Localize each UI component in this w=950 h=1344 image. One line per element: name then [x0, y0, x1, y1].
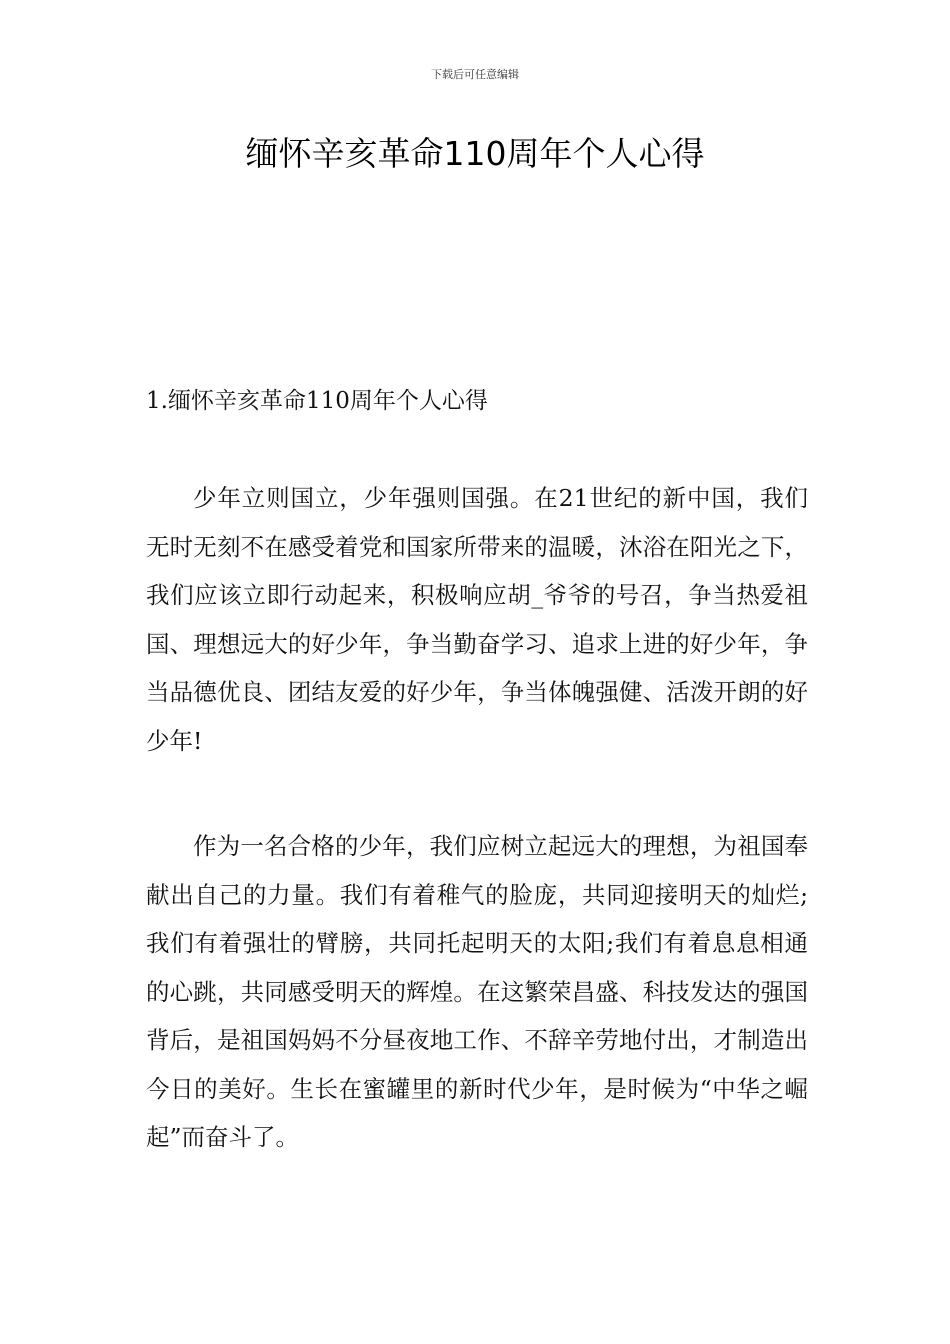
section-heading: 1.缅怀辛亥革命110周年个人心得	[146, 388, 488, 414]
paragraph-1: 少年立则国立，少年强则国强。在21世纪的新中国，我们无时无刻不在感受着党和国家所带来的温暖，沐浴在阳光之下，我们应该立即行动起来，积极响应胡_爷爷的号召，争当热爱祖国、理想远大的好少年，争当勤奋学习、追求上进的好少年，争当品德优良、团结友爱的好少年，争当体魄强健、活泼开朗的好少年!	[146, 484, 808, 755]
paragraph-2: 作为一名合格的少年，我们应树立起远大的理想，为祖国奉献出自己的力量。我们有着稚气的脸庞，共同迎接明天的灿烂;我们有着强壮的臂膀，共同托起明天的太阳;我们有着息息相通的心跳，共同感受明天的辉煌。在这繁荣昌盛、科技发达的强国背后，是祖国妈妈不分昼夜地工作、不辞辛劳地付出，才制造出今日的美好。生长在蜜罐里的新时代少年，是时候为“中华之崛起”而奋斗了。	[146, 832, 808, 1151]
header-note: 下载后可任意编辑	[431, 68, 519, 81]
document-title: 缅怀辛亥革命110周年个人心得	[245, 134, 705, 173]
